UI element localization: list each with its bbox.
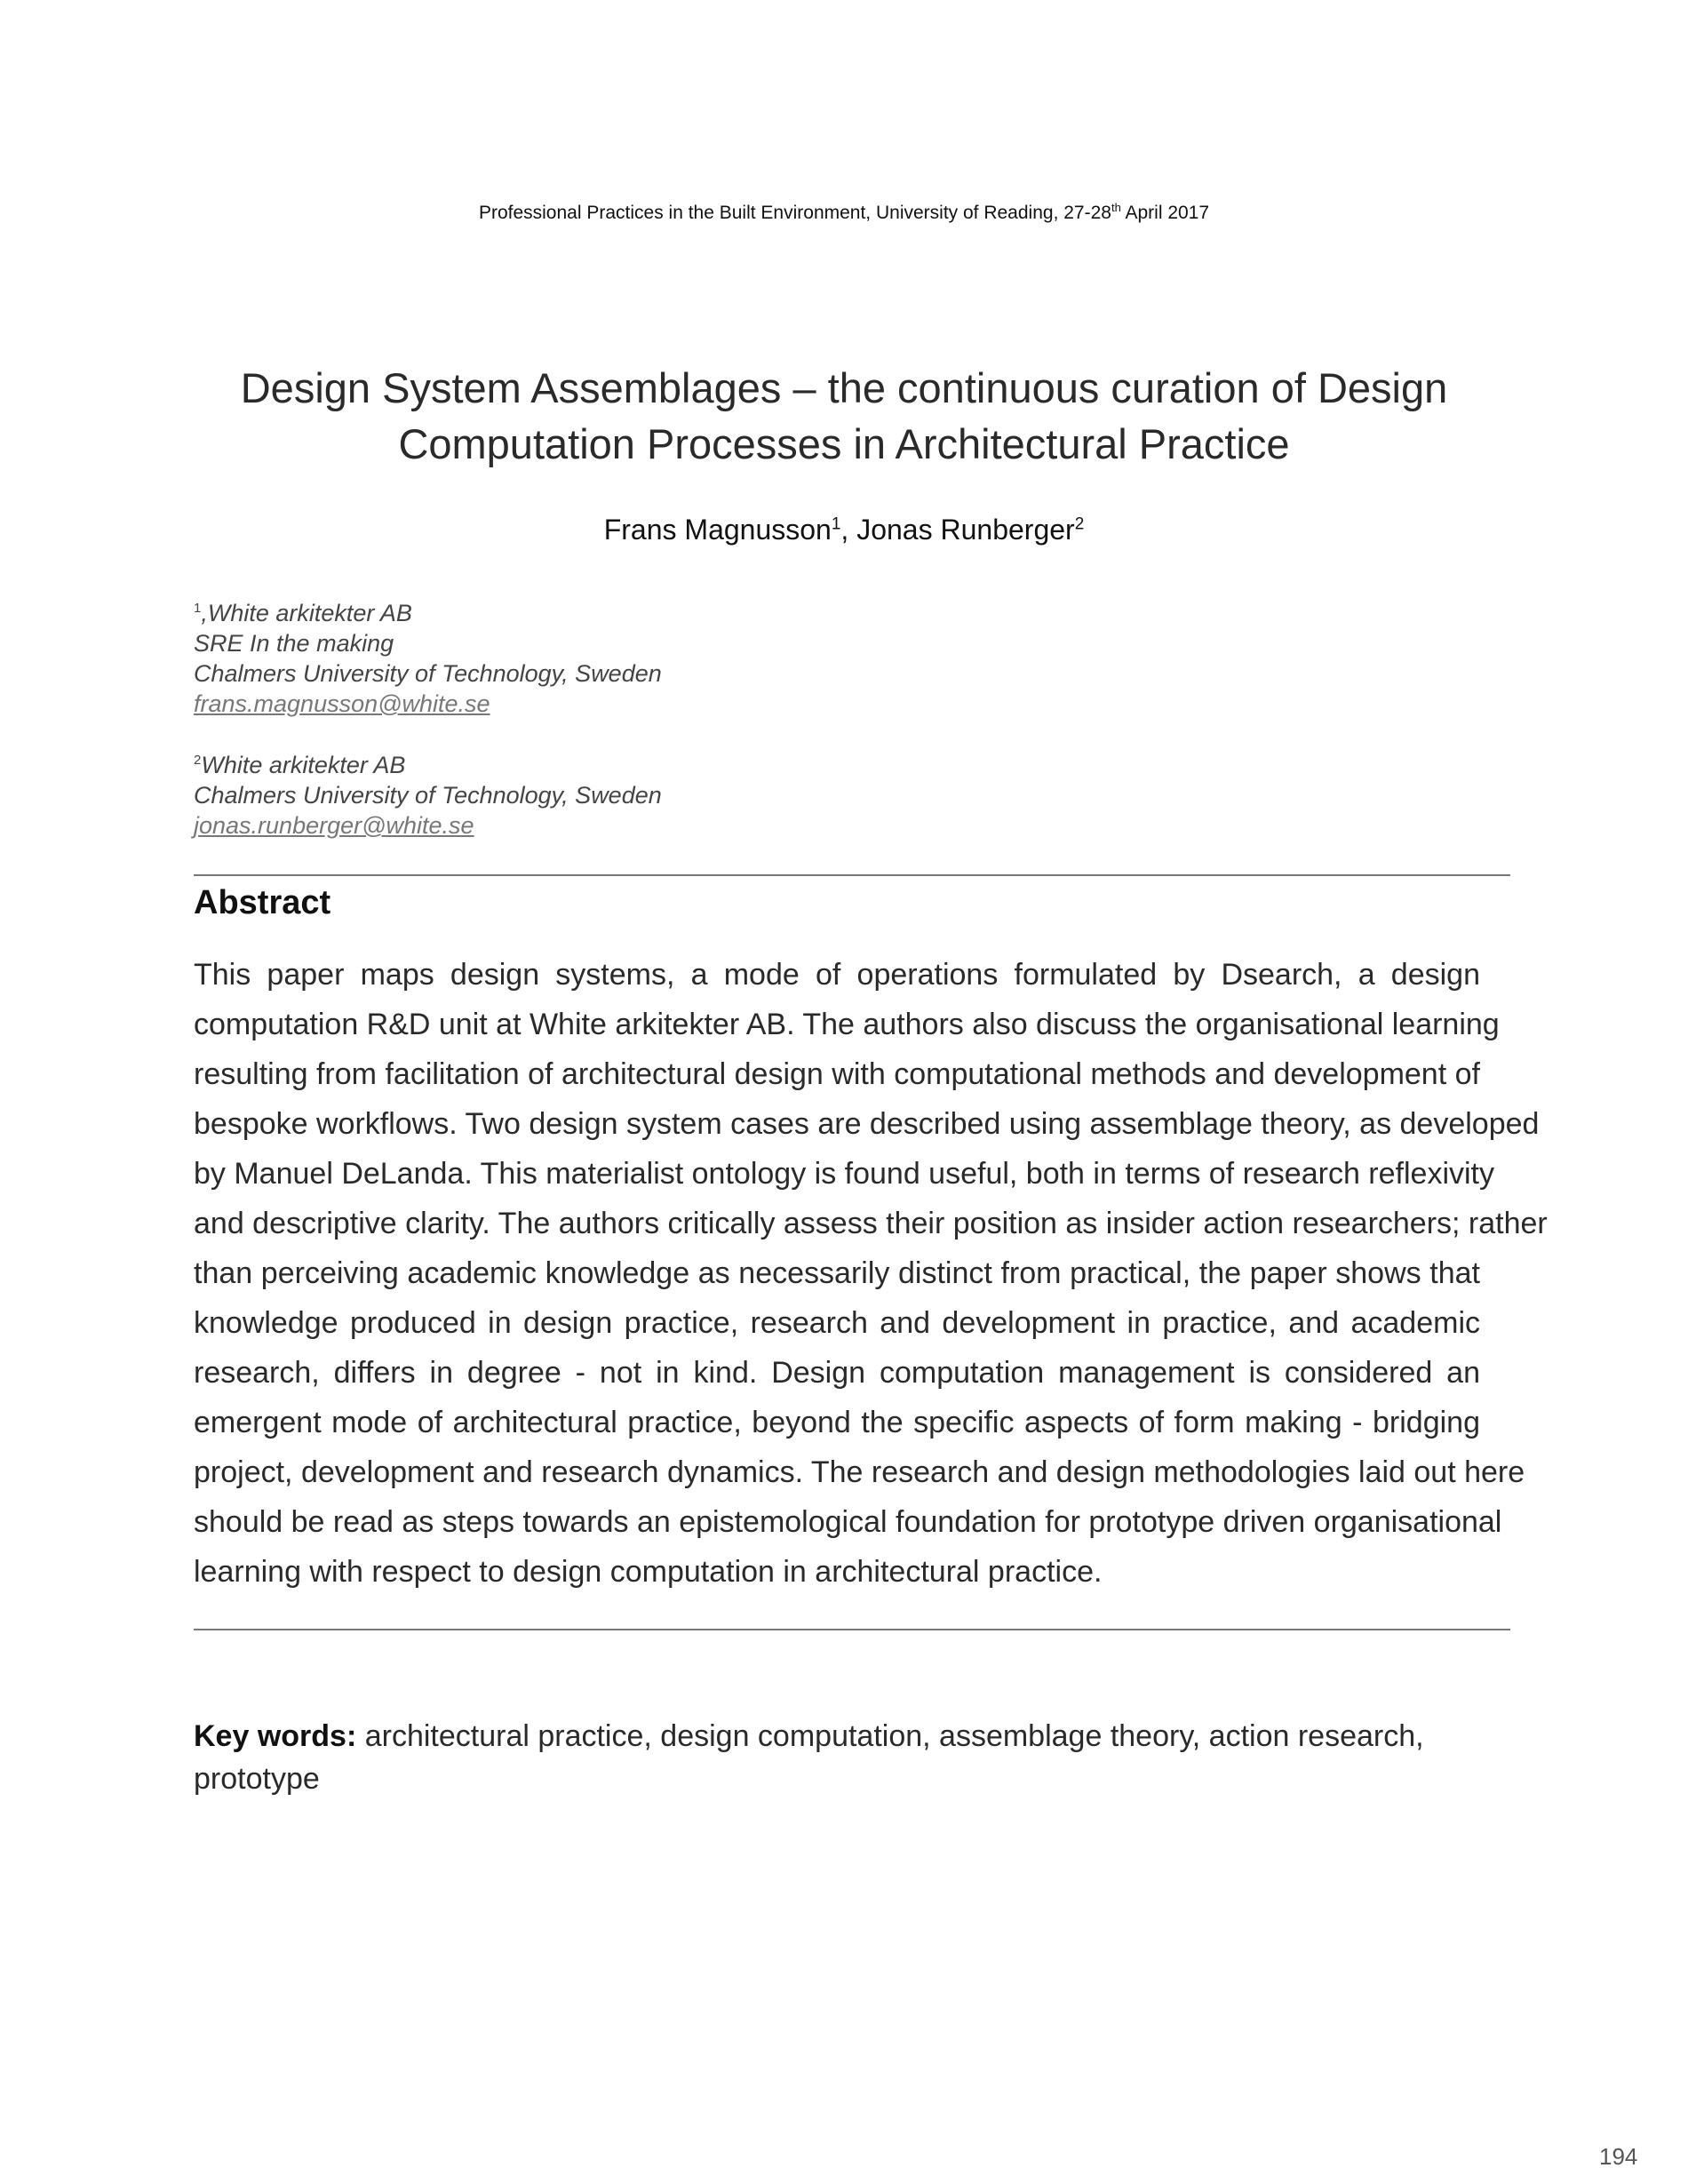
affiliation-1-line-1 [194, 594, 993, 628]
affiliation-1-line-2: SRE In the making [194, 630, 394, 657]
page-number: 194 [1599, 2143, 1638, 2170]
abstract-line: emergent mode of architectural practice, beyond the specific aspects of form making - bridging [194, 1406, 1480, 1439]
affiliation-1-line-3: Chalmers University of Technology, Sweden [194, 660, 662, 687]
affiliation-1-org: ,White arkitekter AB [201, 600, 412, 626]
abstract-line: by Manuel DeLanda. This materialist ontology is found useful, both in terms of research reflexivity [194, 1157, 1494, 1191]
abstract-line: than perceiving academic knowledge as necessarily distinct from practical, the paper shows that [194, 1256, 1480, 1290]
keywords-label: Key words: [194, 1719, 357, 1753]
paper-title-line-1: Design System Assemblages – the continuous curation of Design [240, 364, 1448, 411]
abstract-line: should be read as steps towards an epistemological foundation for prototype driven organisational [194, 1505, 1502, 1539]
conference-header [0, 201, 1688, 224]
affiliation-1-marker: 1 [194, 601, 202, 616]
author-2-marker: 2 [1074, 514, 1085, 534]
abstract-line: knowledge produced in design practice, research and development in practice, and academic [194, 1306, 1480, 1340]
keywords-text: architectural practice, design computation, assemblage theory, action research, prototype [194, 1719, 1424, 1796]
affiliation-2 [194, 745, 993, 841]
abstract-top-divider [194, 874, 1510, 876]
author-1-marker: 1 [831, 514, 841, 534]
abstract-line: bespoke workflows. Two design system cases are described using assemblage theory, as developed [194, 1107, 1540, 1141]
abstract-line: learning with respect to design computation in architectural practice. [194, 1555, 1103, 1589]
conference-header-sup: th [1111, 201, 1121, 214]
author-1: Frans Magnusson [603, 514, 832, 546]
abstract-line: and descriptive clarity. The authors critically assess their position as insider action researchers; rather [194, 1207, 1548, 1240]
abstract-line: computation R&D unit at White arkitekter AB. The authors also discuss the organisational learning [194, 1008, 1500, 1041]
author-list [0, 514, 1688, 546]
abstract-line: research, differs in degree - not in kind. Design computation management is considered an [194, 1356, 1480, 1390]
affiliation-2-marker: 2 [194, 753, 202, 768]
affiliation-1-email-link[interactable]: frans.magnusson@white.se [194, 690, 490, 717]
conference-header-tail: April 2017 [1120, 203, 1210, 223]
abstract-line: project, development and research dynamics. The research and design methodologies laid out here [194, 1455, 1525, 1489]
paper-title-line-2: Computation Processes in Architectural Practice [398, 420, 1290, 467]
affiliation-2-org: White arkitekter AB [201, 752, 406, 778]
abstract-heading: Abstract [194, 884, 331, 921]
affiliation-1 [194, 594, 993, 719]
author-separator: , [840, 514, 857, 546]
affiliation-2-email-link[interactable]: jonas.runberger@white.se [194, 812, 474, 839]
author-2: Jonas Runberger [856, 514, 1075, 546]
keywords [194, 1715, 1491, 1800]
affiliation-2-line-1 [194, 745, 993, 780]
abstract-bottom-divider [194, 1629, 1510, 1630]
abstract-line: This paper maps design systems, a mode of operations formulated by Dsearch, a design [194, 958, 1480, 992]
conference-header-text: Professional Practices in the Built Environment, University of Reading, 27-28 [478, 203, 1111, 223]
abstract-line: resulting from facilitation of architectural design with computational methods and development of [194, 1057, 1480, 1091]
paper-title [178, 360, 1510, 472]
abstract-body [194, 950, 1548, 1597]
affiliation-2-line-2: Chalmers University of Technology, Sweden [194, 782, 662, 809]
